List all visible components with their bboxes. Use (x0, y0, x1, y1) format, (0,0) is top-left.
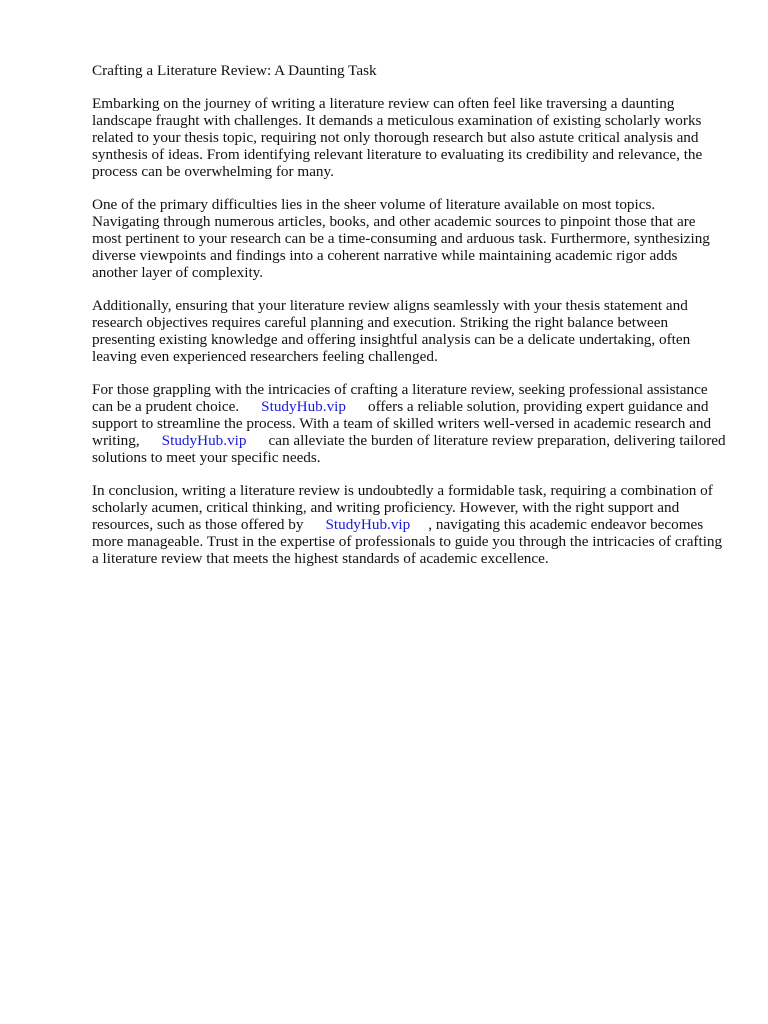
studyhub-link[interactable]: StudyHub.vip (161, 432, 247, 449)
paragraph-text: , navigating this academic endeavor becomes more manageable. Trust in the expertise of professionals to guide you through the intricacies of crafting a literature review that meets the highest standards of academic excellence. (92, 516, 723, 567)
document-title: Crafting a Literature Review: A Daunting Task (92, 62, 377, 79)
paragraph-conclusion (92, 482, 726, 567)
paragraph-assistance (92, 381, 726, 466)
document-page (92, 62, 726, 583)
paragraph-intro: Embarking on the journey of writing a literature review can often feel like traversing a daunting landscape fraught with challenges. It demands a meticulous examination of existing scholarly works related to your thesis topic, requiring not only thorough research but also astute critical analysis and synthesis of ideas. From identifying relevant literature to evaluating its credibility and relevance, the process can be overwhelming for many. (92, 95, 703, 180)
studyhub-link[interactable]: StudyHub.vip (261, 398, 346, 415)
paragraph-text: In conclusion, writing a literature review is undoubtedly a formidable task, requiring a combination of scholarly acumen, critical thinking, and writing proficiency. However, with the right support and resources, such as those offered by (92, 482, 713, 533)
paragraph-difficulties: One of the primary difficulties lies in the sheer volume of literature available on most topics. Navigating through numerous articles, books, and other academic sources to pinpoint those that are most pertinent to your research can be a time-consuming and arduous task. Furthermore, synthesizing diverse viewpoints and findings into a coherent narrative while maintaining academic rigor adds another layer of complexity. (92, 196, 710, 281)
paragraph-alignment: Additionally, ensuring that your literature review aligns seamlessly with your thesis statement and research objectives requires careful planning and execution. Striking the right balance between presenting existing knowledge and offering insightful analysis can be a delicate undertaking, often leaving even experienced researchers feeling challenged. (92, 297, 691, 365)
paragraph-text: For those grappling with the intricacies of crafting a literature review, seeking professional assistance can be a prudent choice. (92, 381, 708, 415)
paragraph-text: offers a reliable solution, providing expert guidance and support to streamline the process. With a team of skilled writers well-versed in academic research and writing, (92, 398, 712, 449)
studyhub-link[interactable]: StudyHub.vip (325, 516, 411, 533)
paragraph-text: can alleviate the burden of literature review preparation, delivering tailored solutions to meet your specific needs. (92, 432, 726, 466)
